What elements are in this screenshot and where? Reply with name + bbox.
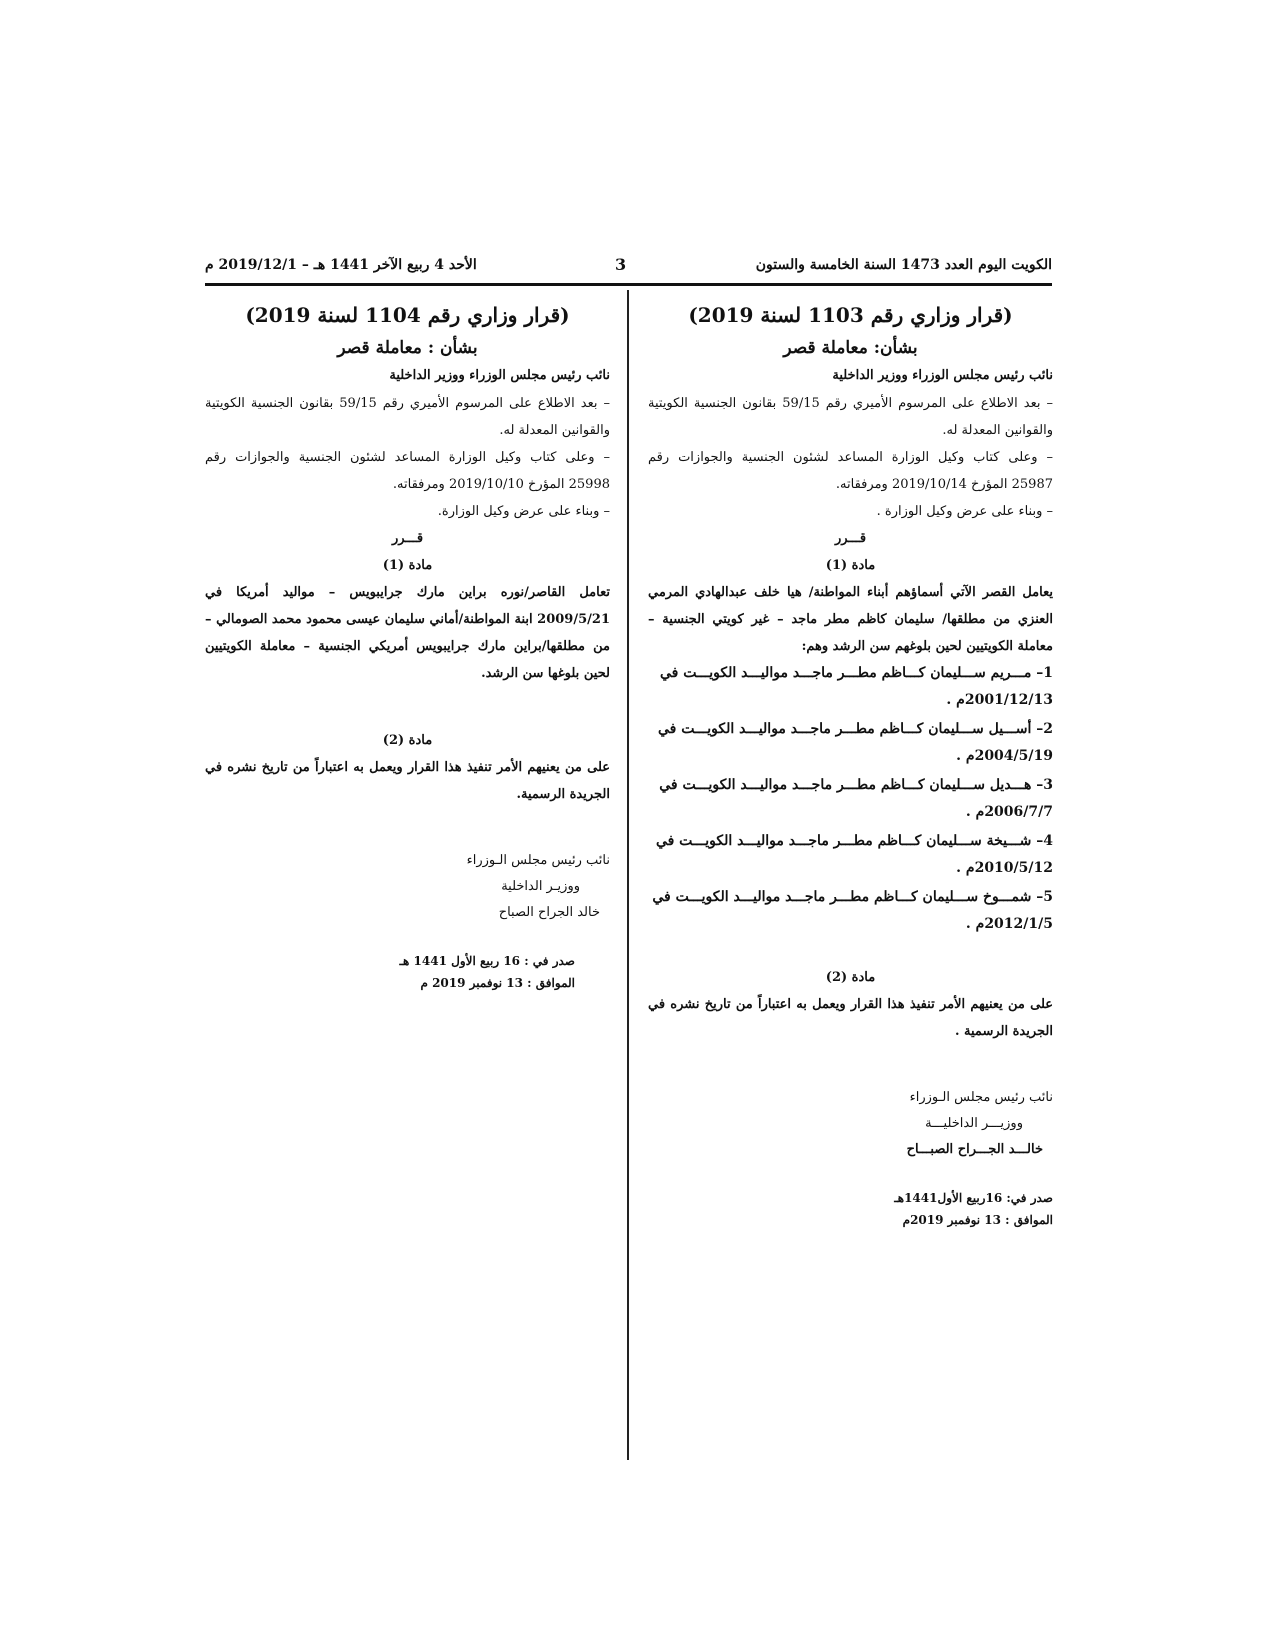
child-name: 2– أســـيل ســـليمان كـــاظم مطـــر ماجـــد مواليـــد الكويـــت في [657,721,1053,737]
corresponding-date: الموافق : 13 نوفمبر 2019م [902,1213,1053,1227]
signatory-name: خالـــد الجـــراح الصبـــاح [906,1142,1043,1157]
issued-block [205,950,575,994]
decided-heading: قـــرر [834,531,867,546]
child-name: 5– شمـــوخ ســـليمان كـــاظم مطـــر ماجـــد مواليـــد الكويـــت في [652,889,1053,905]
page-number: 3 [615,255,627,274]
issued-date: صدر في : 16 ربيع الأول 1441 هـ [399,954,575,968]
article-2-heading: مادة (2) [825,970,876,985]
signature-block [440,848,610,926]
signatory-name: خالد الجراح الصباح [498,905,600,920]
decree-subject: بشأن : معاملة قصر [337,338,478,358]
child-birthdate: 2010/5/12م . [956,860,1053,876]
child-birthdate: 2001/12/13م . [946,692,1053,708]
corresponding-date: الموافق : 13 نوفمبر 2019 م [420,976,575,990]
spacer [205,687,610,727]
decided-heading: قـــرر [391,531,424,546]
signature-line: ووزيـــر الداخليـــة [925,1116,1023,1131]
signature-line: ووزيـر الداخلية [501,879,580,894]
article-1-heading: مادة (1) [382,558,433,573]
children-list [648,660,1053,938]
decree-title: (قرار وزاري رقم 1104 لسنة 2019) [245,303,570,327]
decree-issuer: نائب رئيس مجلس الوزراء ووزير الداخلية [389,368,610,383]
article-1-text: يعامل القصر الآتي أسماؤهم أبناء المواطنة/ هيا خلف عبدالهادي المرمي العنزي من مطلقها/ سليمان كاظم مطر ماجد – غير كويتي الجنسية – معاملة الكويتيين لحين بلوغهم سن الرشد وهم: [648,585,1053,654]
issued-date: صدر في: 16ربيع الأول1441هـ [894,1191,1053,1205]
list-item [648,716,1053,770]
decree-title: (قرار وزاري رقم 1103 لسنة 2019) [688,303,1013,327]
spacer [648,1045,1053,1085]
signature-line: نائب رئيس مجلس الـوزراء [466,853,610,868]
decree-subject: بشأن: معاملة قصر [783,338,918,358]
preamble-item: – وعلى كتاب وكيل الوزارة المساعد لشئون الجنسية والجوازات رقم 25998 المؤرخ 2019/10/10 ومرفقاته. [205,450,610,492]
article-1-text: تعامل القاصر/نوره براين مارك جرايبويس – مواليد أمريكا في 2009/5/21 ابنة المواطنة/أماني سليمان عيسى محمود محمد الصومالي – من مطلقها/براين مارك جرايبويس أمريكي الجنسية – معاملة الكويتيين لحين بلوغها سن الرشد. [205,585,610,681]
spacer [648,1163,1053,1187]
preamble-item: – وبناء على عرض وكيل الوزارة. [437,504,610,519]
preamble-item: – وعلى كتاب وكيل الوزارة المساعد لشئون الجنسية والجوازات رقم 25987 المؤرخ 2019/10/14 ومرفقاته. [648,450,1053,492]
child-birthdate: 2012/1/5م . [965,916,1053,932]
spacer [648,940,1053,964]
preamble-item: – وبناء على عرض وكيل الوزارة . [876,504,1053,519]
decree-1104 [205,298,610,994]
header-rule [205,283,1052,286]
list-item [648,884,1053,938]
child-birthdate: 2006/7/7م . [965,804,1053,820]
decree-issuer: نائب رئيس مجلس الوزراء ووزير الداخلية [832,368,1053,383]
signature-block [883,1085,1053,1163]
article-1-heading: مادة (1) [825,558,876,573]
column-divider [627,290,629,1460]
article-2-text: على من يعنيهم الأمر تنفيذ هذا القرار ويعمل به اعتباراً من تاريخ نشره في الجريدة الرسمية . [648,997,1053,1039]
list-item [648,828,1053,882]
child-birthdate: 2004/5/19م . [956,748,1053,764]
list-item [648,772,1053,826]
child-name: 1– مـــريم ســـليمان كـــاظم مطـــر ماجـــد مواليـــد الكويـــت في [660,665,1053,681]
decree-1103 [648,298,1053,1231]
header-date: الأحد 4 ربيع الآخر 1441 هـ – 2019/12/1 م [205,257,477,273]
preamble-item: – بعد الاطلاع على المرسوم الأميري رقم 59/15 بقانون الجنسية الكويتية والقوانين المعدلة له. [205,396,610,438]
child-name: 4– شـــيخة ســـليمان كـــاظم مطـــر ماجـــد مواليـــد الكويـــت في [655,833,1053,849]
spacer [205,926,610,950]
spacer [205,808,610,848]
article-2-text: على من يعنيهم الأمر تنفيذ هذا القرار ويعمل به اعتباراً من تاريخ نشره في الجريدة الرسمية. [205,760,610,802]
article-2-heading: مادة (2) [382,733,433,748]
preamble-item: – بعد الاطلاع على المرسوم الأميري رقم 59/15 بقانون الجنسية الكويتية والقوانين المعدلة له. [648,396,1053,438]
signature-line: نائب رئيس مجلس الـوزراء [909,1090,1053,1105]
header-issue-info: الكويت اليوم العدد 1473 السنة الخامسة والستون [755,257,1052,273]
child-name: 3– هـــديل ســـليمان كـــاظم مطـــر ماجـــد مواليـــد الكويـــت في [659,777,1053,793]
list-item [648,660,1053,714]
page-header [205,257,1052,283]
